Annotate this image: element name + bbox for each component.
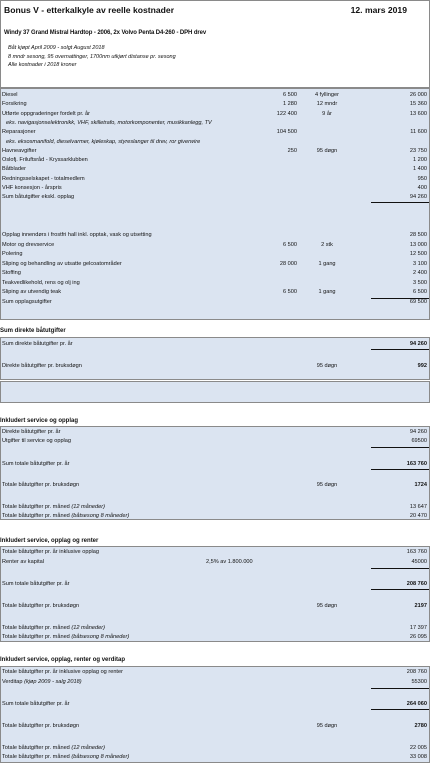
costs-cell-c2: 95 døgn: [316, 147, 338, 154]
costs-cell-c1: 6 500: [283, 92, 297, 98]
s2-row-total: Sum totale båtutgifter pr. år 163 760: [2, 461, 427, 467]
header-notes: [8, 44, 176, 70]
total-underline: [371, 568, 429, 569]
costs-row: [0, 175, 430, 184]
costs-row: [0, 128, 430, 137]
s4-row-month12: Totale båtutgifter pr. måned (12 måneder) 22 005: [2, 745, 427, 751]
storage-cell-label: Teakvedlikehold, rens og olj ing: [2, 279, 80, 286]
note-line: 8 mndr sesong, 95 overnattinger, 1700nm utkjørt distanse pr. sesong: [8, 53, 176, 60]
storage-cell-c1: 28 000: [279, 260, 297, 267]
s3-row-month8: Totale båtutgifter pr. måned (båtsesong 8 måneder) 26 095: [2, 634, 427, 640]
costs-cell-label: Utførte oppgraderinger fordelt pr. år: [2, 110, 90, 117]
costs-cell-label: Sum båtutgifter ekskl. opplag: [2, 194, 75, 201]
storage-cell-label: Stoffing: [2, 270, 21, 276]
costs-cell-label: Diesel: [2, 92, 18, 98]
costs-cell-c1: 250: [287, 147, 297, 154]
storage-row: [0, 231, 430, 240]
costs-row: [0, 110, 430, 119]
costs-cell-tot: 950: [417, 175, 427, 182]
s2-row-month8: Totale båtutgifter pr. måned (båtsesong 8 måneder) 20 470: [2, 513, 427, 519]
costs-cell-tot: 23 750: [409, 147, 427, 154]
s4-row-incl: Totale båtutgifter pr. år inklusive opplag og renter 208 760: [2, 669, 427, 675]
storage-cell-tot: 3 500: [413, 279, 427, 286]
costs-row: [0, 156, 430, 165]
storage-cell-label: Sliping og behandling av utsatte gelcoatområder: [2, 260, 122, 267]
costs-cell-label: Oslofj. Friluftsråd - Kryssarklubben: [2, 157, 88, 164]
s4-row-depreciation: Verditap (kjøp 2009 - salg 2018) 55300: [2, 679, 427, 685]
total-underline: [371, 349, 429, 350]
costs-cell-tot: 1 400: [413, 166, 427, 173]
costs-row: [0, 184, 430, 193]
s3-row-interest: Renter av kapital 2,5% av 1.800.000 45000: [2, 559, 427, 565]
costs-cell-c1: 1 280: [283, 101, 297, 108]
s1-row-day: Direkte båtutgifter pr. bruksdøgn 95 døgn 992: [2, 363, 427, 369]
storage-row: [0, 241, 430, 250]
costs-cell-label: Redningsselskapet - totalmedlem: [2, 175, 85, 182]
storage-cell-label: Motor og drevservice: [2, 241, 55, 248]
boat-description: Windy 37 Grand Mistral Hardtop - 2006, 2x Volvo Penta D4-260 - DPH drev: [4, 30, 207, 36]
s2-row-day: Totale båtutgifter pr. bruksdøgn 95 døgn 1724: [2, 482, 427, 488]
costs-cell-label: VHF konsesjon - årspris: [2, 185, 62, 191]
costs-cell-label: Havneavgifter: [2, 147, 37, 154]
storage-cell-tot: 2 400: [413, 270, 427, 276]
storage-cell-tot: 13 000: [409, 241, 427, 248]
s3-row-incl: Totale båtutgifter pr. år inklusive opplag 163 760: [2, 549, 427, 555]
section-heading-depreciation: Inkludert service, opplag, renter og verditap: [0, 657, 126, 663]
section-heading-service: Inkludert service og opplag: [0, 418, 79, 424]
total-underline: [371, 709, 429, 710]
storage-cell-tot: 3 100: [413, 260, 427, 267]
costs-row: [0, 100, 430, 109]
sum-underline: [371, 202, 429, 203]
storage-row: [0, 298, 430, 307]
s4-row-month8: Totale båtutgifter pr. måned (båtsesong 8 måneder) 33 008: [2, 754, 427, 760]
costs-cell-tot: 94 260: [409, 194, 427, 201]
total-underline: [371, 447, 429, 448]
costs-row: [0, 165, 430, 174]
storage-cell-tot: 69 500: [409, 298, 427, 305]
storage-row: [0, 269, 430, 278]
s2-row-direct: Direkte båtutgifter pr. år 94 260: [2, 429, 427, 435]
s1-row-year: Sum direkte båtutgifter pr. år 94 260: [2, 341, 427, 347]
costs-row: [0, 193, 430, 202]
costs-cell-tot: 13 600: [409, 110, 427, 117]
costs-cell-label: eks. navigasjonselektronikk, VHF, skilletrafo, motorkomponenter, musikkanlegg, TV: [6, 119, 212, 126]
note-line: Båt kjøpt April 2009 - solgt August 2018: [8, 45, 105, 51]
direct-months-box: [0, 381, 430, 403]
costs-cell-label: Reparasjoner: [2, 129, 36, 136]
storage-row: [0, 260, 430, 269]
storage-cell-tot: 12 500: [409, 251, 427, 257]
storage-cell-label: Sum opplagsutgifter: [2, 298, 52, 305]
page-date: 12. mars 2019: [350, 5, 407, 15]
note-line: Alle kostnader i 2018 kroner: [8, 62, 77, 68]
costs-cell-tot: 26 000: [409, 92, 427, 98]
storage-row: [0, 250, 430, 259]
costs-row: [0, 91, 430, 100]
costs-cell-label: eks. eksosmanifold, dieselvarmer, kjøleskap, styreslanger til drev, ror giverwire: [6, 138, 201, 145]
costs-cell-label: Forsikring: [2, 101, 27, 108]
total-underline: [371, 688, 429, 689]
costs-cell-tot: 11 600: [410, 129, 427, 136]
section-heading-direct: Sum direkte båtutgifter: [0, 328, 66, 334]
page-title: Bonus V - etterkalkyle av reelle kostnader: [4, 5, 175, 15]
header-block: [0, 0, 430, 88]
costs-cell-tot: 15 360: [409, 101, 427, 108]
s2-row-service: Utgifter til service og opplag 69500: [2, 438, 427, 444]
costs-cell-c2: 12 mndr: [316, 101, 338, 108]
storage-cell-c1: 6 500: [283, 289, 297, 295]
sum-underline: [371, 298, 429, 299]
costs-cell-c1: 122 400: [276, 110, 297, 117]
costs-cell-c2: 4 fyllinger: [315, 92, 339, 98]
costs-cell-label: Båtblader: [2, 166, 26, 173]
storage-cell-tot: 6 500: [413, 289, 427, 295]
s3-row-day: Totale båtutgifter pr. bruksdøgn 95 døgn 2197: [2, 603, 427, 609]
s3-row-month12: Totale båtutgifter pr. måned (12 måneder) 17 397: [2, 625, 427, 631]
section-heading-interest: Inkludert service, opplag og renter: [0, 538, 99, 544]
costs-row: [0, 147, 430, 156]
costs-row: [0, 138, 430, 147]
s4-row-total: Sum totale båtutgifter pr. år 264 060: [2, 701, 427, 707]
costs-row: [0, 119, 430, 128]
costs-cell-c2: 9 år: [322, 110, 332, 117]
storage-cell-tot: 28 500: [409, 232, 427, 238]
storage-cell-c2: 1 gang: [318, 260, 336, 267]
s3-row-total: Sum totale båtutgifter pr. år 208 760: [2, 581, 427, 587]
costs-cell-c1: 104 500: [276, 129, 297, 136]
s4-row-day: Totale båtutgifter pr. bruksdøgn 95 døgn 2780: [2, 723, 427, 729]
storage-cell-label: Opplag innendørs i frostfri hall inkl. opptak, vask og utsetting: [2, 232, 152, 238]
total-underline: [371, 469, 429, 470]
storage-cell-label: Polering: [2, 251, 23, 257]
storage-cell-c1: 6 500: [283, 241, 297, 248]
costs-cell-tot: 400: [417, 185, 427, 191]
total-underline: [371, 589, 429, 590]
s2-row-month12: Totale båtutgifter pr. måned (12 måneder) 13 647: [2, 504, 427, 510]
storage-row: [0, 279, 430, 288]
storage-cell-c2: 1 gang: [318, 289, 336, 295]
costs-cell-tot: 1 200: [413, 157, 427, 164]
storage-cell-label: Sliping av utvendig teak: [2, 289, 62, 295]
storage-row: [0, 288, 430, 297]
storage-cell-c2: 2 stk: [321, 241, 333, 248]
